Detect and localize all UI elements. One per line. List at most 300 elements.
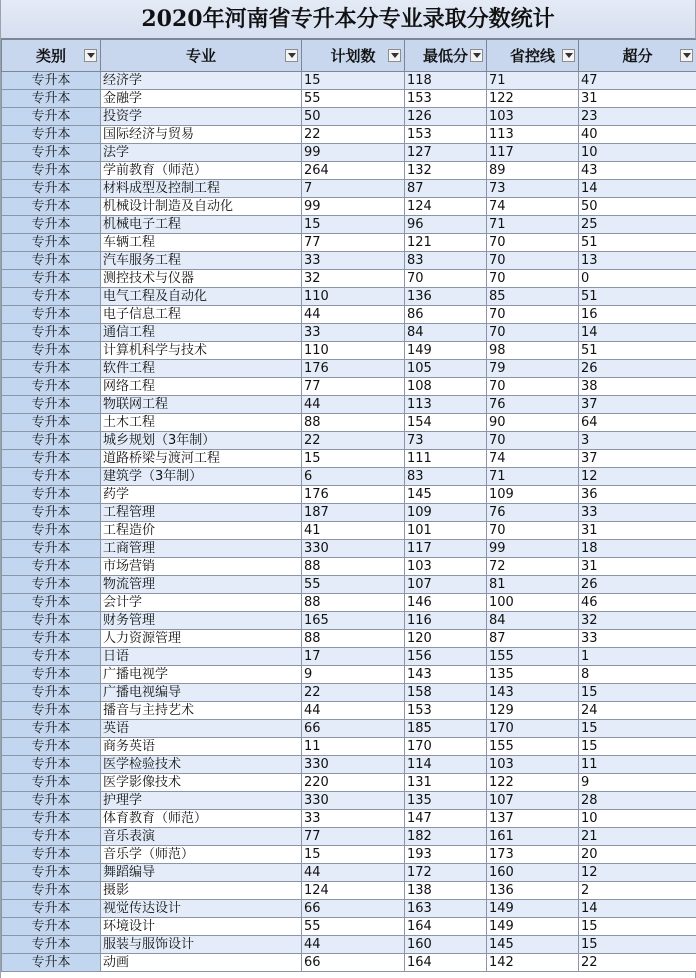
cell-min-score[interactable]: 153 <box>405 90 487 108</box>
cell-plan[interactable]: 55 <box>302 918 405 936</box>
cell-control-line[interactable]: 142 <box>487 954 579 972</box>
cell-min-score[interactable]: 132 <box>405 162 487 180</box>
cell-plan[interactable]: 88 <box>302 558 405 576</box>
cell-major[interactable]: 工程管理 <box>101 504 302 522</box>
cell-min-score[interactable]: 84 <box>405 324 487 342</box>
cell-major[interactable]: 国际经济与贸易 <box>101 126 302 144</box>
cell-category[interactable]: 专升本 <box>2 630 101 648</box>
cell-control-line[interactable]: 137 <box>487 810 579 828</box>
cell-category[interactable]: 专升本 <box>2 522 101 540</box>
cell-over-score[interactable]: 25 <box>579 216 696 234</box>
cell-category[interactable]: 专升本 <box>2 234 101 252</box>
cell-major[interactable]: 财务管理 <box>101 612 302 630</box>
cell-min-score[interactable]: 83 <box>405 252 487 270</box>
cell-category[interactable]: 专升本 <box>2 738 101 756</box>
cell-major[interactable]: 土木工程 <box>101 414 302 432</box>
cell-plan[interactable]: 99 <box>302 144 405 162</box>
cell-plan[interactable]: 22 <box>302 126 405 144</box>
cell-plan[interactable]: 6 <box>302 468 405 486</box>
cell-category[interactable]: 专升本 <box>2 864 101 882</box>
cell-major[interactable]: 通信工程 <box>101 324 302 342</box>
cell-min-score[interactable]: 153 <box>405 126 487 144</box>
cell-category[interactable]: 专升本 <box>2 90 101 108</box>
cell-category[interactable]: 专升本 <box>2 774 101 792</box>
cell-over-score[interactable]: 20 <box>579 846 696 864</box>
cell-control-line[interactable]: 149 <box>487 900 579 918</box>
cell-major[interactable]: 商务英语 <box>101 738 302 756</box>
cell-major[interactable]: 投资学 <box>101 108 302 126</box>
cell-control-line[interactable]: 74 <box>487 450 579 468</box>
cell-over-score[interactable]: 15 <box>579 738 696 756</box>
filter-dropdown-icon[interactable] <box>388 49 401 62</box>
cell-category[interactable]: 专升本 <box>2 378 101 396</box>
cell-control-line[interactable]: 79 <box>487 360 579 378</box>
cell-major[interactable]: 护理学 <box>101 792 302 810</box>
cell-category[interactable]: 专升本 <box>2 666 101 684</box>
cell-category[interactable]: 专升本 <box>2 198 101 216</box>
cell-major[interactable]: 音乐表演 <box>101 828 302 846</box>
cell-control-line[interactable]: 155 <box>487 648 579 666</box>
cell-major[interactable]: 材料成型及控制工程 <box>101 180 302 198</box>
cell-major[interactable]: 会计学 <box>101 594 302 612</box>
cell-min-score[interactable]: 111 <box>405 450 487 468</box>
cell-category[interactable]: 专升本 <box>2 180 101 198</box>
cell-plan[interactable]: 110 <box>302 342 405 360</box>
cell-category[interactable]: 专升本 <box>2 810 101 828</box>
cell-major[interactable]: 视觉传达设计 <box>101 900 302 918</box>
cell-major[interactable]: 物流管理 <box>101 576 302 594</box>
cell-major[interactable]: 医学影像技术 <box>101 774 302 792</box>
cell-control-line[interactable]: 70 <box>487 324 579 342</box>
cell-min-score[interactable]: 117 <box>405 540 487 558</box>
cell-category[interactable]: 专升本 <box>2 504 101 522</box>
cell-min-score[interactable]: 156 <box>405 648 487 666</box>
filter-dropdown-icon[interactable] <box>285 49 298 62</box>
cell-control-line[interactable]: 70 <box>487 432 579 450</box>
cell-plan[interactable]: 44 <box>302 936 405 954</box>
cell-control-line[interactable]: 74 <box>487 198 579 216</box>
cell-plan[interactable]: 264 <box>302 162 405 180</box>
cell-min-score[interactable]: 172 <box>405 864 487 882</box>
filter-dropdown-icon[interactable] <box>470 49 483 62</box>
cell-min-score[interactable]: 136 <box>405 288 487 306</box>
cell-min-score[interactable]: 185 <box>405 720 487 738</box>
cell-plan[interactable]: 77 <box>302 234 405 252</box>
cell-plan[interactable]: 220 <box>302 774 405 792</box>
cell-control-line[interactable]: 129 <box>487 702 579 720</box>
cell-category[interactable]: 专升本 <box>2 612 101 630</box>
cell-over-score[interactable]: 37 <box>579 396 696 414</box>
cell-plan[interactable]: 66 <box>302 954 405 972</box>
cell-over-score[interactable]: 15 <box>579 720 696 738</box>
cell-plan[interactable]: 110 <box>302 288 405 306</box>
cell-over-score[interactable]: 0 <box>579 270 696 288</box>
cell-control-line[interactable]: 70 <box>487 234 579 252</box>
cell-category[interactable]: 专升本 <box>2 486 101 504</box>
cell-min-score[interactable]: 114 <box>405 756 487 774</box>
cell-plan[interactable]: 124 <box>302 882 405 900</box>
cell-category[interactable]: 专升本 <box>2 846 101 864</box>
cell-min-score[interactable]: 105 <box>405 360 487 378</box>
cell-plan[interactable]: 44 <box>302 396 405 414</box>
cell-control-line[interactable]: 70 <box>487 270 579 288</box>
cell-control-line[interactable]: 136 <box>487 882 579 900</box>
cell-over-score[interactable]: 3 <box>579 432 696 450</box>
cell-plan[interactable]: 32 <box>302 270 405 288</box>
cell-category[interactable]: 专升本 <box>2 936 101 954</box>
cell-control-line[interactable]: 70 <box>487 306 579 324</box>
cell-plan[interactable]: 330 <box>302 756 405 774</box>
cell-major[interactable]: 汽车服务工程 <box>101 252 302 270</box>
cell-min-score[interactable]: 83 <box>405 468 487 486</box>
cell-plan[interactable]: 44 <box>302 306 405 324</box>
cell-min-score[interactable]: 149 <box>405 342 487 360</box>
cell-major[interactable]: 金融学 <box>101 90 302 108</box>
cell-category[interactable]: 专升本 <box>2 270 101 288</box>
cell-control-line[interactable]: 117 <box>487 144 579 162</box>
cell-category[interactable]: 专升本 <box>2 558 101 576</box>
cell-category[interactable]: 专升本 <box>2 162 101 180</box>
cell-plan[interactable]: 17 <box>302 648 405 666</box>
cell-control-line[interactable]: 71 <box>487 468 579 486</box>
cell-over-score[interactable]: 9 <box>579 774 696 792</box>
cell-control-line[interactable]: 149 <box>487 918 579 936</box>
cell-category[interactable]: 专升本 <box>2 432 101 450</box>
cell-over-score[interactable]: 13 <box>579 252 696 270</box>
cell-min-score[interactable]: 86 <box>405 306 487 324</box>
cell-over-score[interactable]: 46 <box>579 594 696 612</box>
cell-min-score[interactable]: 147 <box>405 810 487 828</box>
cell-over-score[interactable]: 32 <box>579 612 696 630</box>
cell-category[interactable]: 专升本 <box>2 954 101 972</box>
cell-plan[interactable]: 33 <box>302 252 405 270</box>
cell-major[interactable]: 药学 <box>101 486 302 504</box>
cell-min-score[interactable]: 109 <box>405 504 487 522</box>
cell-plan[interactable]: 66 <box>302 720 405 738</box>
cell-plan[interactable]: 7 <box>302 180 405 198</box>
cell-min-score[interactable]: 143 <box>405 666 487 684</box>
cell-major[interactable]: 舞蹈编导 <box>101 864 302 882</box>
cell-plan[interactable]: 22 <box>302 684 405 702</box>
cell-over-score[interactable]: 18 <box>579 540 696 558</box>
cell-category[interactable]: 专升本 <box>2 396 101 414</box>
cell-control-line[interactable]: 76 <box>487 396 579 414</box>
cell-category[interactable]: 专升本 <box>2 540 101 558</box>
cell-min-score[interactable]: 120 <box>405 630 487 648</box>
cell-over-score[interactable]: 40 <box>579 126 696 144</box>
cell-control-line[interactable]: 85 <box>487 288 579 306</box>
cell-major[interactable]: 日语 <box>101 648 302 666</box>
cell-control-line[interactable]: 145 <box>487 936 579 954</box>
cell-min-score[interactable]: 182 <box>405 828 487 846</box>
cell-control-line[interactable]: 161 <box>487 828 579 846</box>
cell-major[interactable]: 音乐学（师范） <box>101 846 302 864</box>
cell-min-score[interactable]: 163 <box>405 900 487 918</box>
cell-plan[interactable]: 88 <box>302 414 405 432</box>
cell-major[interactable]: 体育教育（师范） <box>101 810 302 828</box>
cell-control-line[interactable]: 143 <box>487 684 579 702</box>
cell-category[interactable]: 专升本 <box>2 108 101 126</box>
cell-category[interactable]: 专升本 <box>2 216 101 234</box>
cell-min-score[interactable]: 158 <box>405 684 487 702</box>
cell-control-line[interactable]: 84 <box>487 612 579 630</box>
cell-over-score[interactable]: 47 <box>579 72 696 90</box>
cell-major[interactable]: 人力资源管理 <box>101 630 302 648</box>
cell-major[interactable]: 计算机科学与技术 <box>101 342 302 360</box>
cell-plan[interactable]: 77 <box>302 378 405 396</box>
cell-category[interactable]: 专升本 <box>2 756 101 774</box>
filter-dropdown-icon[interactable] <box>680 49 693 62</box>
cell-over-score[interactable]: 16 <box>579 306 696 324</box>
cell-category[interactable]: 专升本 <box>2 450 101 468</box>
cell-over-score[interactable]: 1 <box>579 648 696 666</box>
cell-category[interactable]: 专升本 <box>2 576 101 594</box>
cell-plan[interactable]: 66 <box>302 900 405 918</box>
cell-plan[interactable]: 9 <box>302 666 405 684</box>
cell-plan[interactable]: 330 <box>302 792 405 810</box>
cell-min-score[interactable]: 124 <box>405 198 487 216</box>
cell-over-score[interactable]: 14 <box>579 324 696 342</box>
cell-plan[interactable]: 187 <box>302 504 405 522</box>
filter-dropdown-icon[interactable] <box>562 49 575 62</box>
cell-over-score[interactable]: 2 <box>579 882 696 900</box>
cell-min-score[interactable]: 126 <box>405 108 487 126</box>
cell-category[interactable]: 专升本 <box>2 684 101 702</box>
cell-over-score[interactable]: 14 <box>579 900 696 918</box>
cell-min-score[interactable]: 153 <box>405 702 487 720</box>
cell-control-line[interactable]: 76 <box>487 504 579 522</box>
cell-major[interactable]: 物联网工程 <box>101 396 302 414</box>
cell-major[interactable]: 机械电子工程 <box>101 216 302 234</box>
cell-control-line[interactable]: 160 <box>487 864 579 882</box>
cell-min-score[interactable]: 135 <box>405 792 487 810</box>
cell-major[interactable]: 法学 <box>101 144 302 162</box>
cell-over-score[interactable]: 64 <box>579 414 696 432</box>
cell-control-line[interactable]: 122 <box>487 90 579 108</box>
cell-major[interactable]: 市场营销 <box>101 558 302 576</box>
cell-plan[interactable]: 88 <box>302 630 405 648</box>
cell-over-score[interactable]: 31 <box>579 90 696 108</box>
cell-over-score[interactable]: 50 <box>579 198 696 216</box>
cell-over-score[interactable]: 33 <box>579 504 696 522</box>
cell-control-line[interactable]: 90 <box>487 414 579 432</box>
cell-control-line[interactable]: 70 <box>487 378 579 396</box>
cell-plan[interactable]: 15 <box>302 450 405 468</box>
cell-over-score[interactable]: 51 <box>579 342 696 360</box>
cell-min-score[interactable]: 87 <box>405 180 487 198</box>
cell-min-score[interactable]: 107 <box>405 576 487 594</box>
cell-min-score[interactable]: 138 <box>405 882 487 900</box>
cell-control-line[interactable]: 109 <box>487 486 579 504</box>
cell-over-score[interactable]: 10 <box>579 144 696 162</box>
cell-control-line[interactable]: 73 <box>487 180 579 198</box>
cell-major[interactable]: 服装与服饰设计 <box>101 936 302 954</box>
cell-over-score[interactable]: 14 <box>579 180 696 198</box>
cell-over-score[interactable]: 24 <box>579 702 696 720</box>
cell-control-line[interactable]: 81 <box>487 576 579 594</box>
cell-control-line[interactable]: 99 <box>487 540 579 558</box>
cell-min-score[interactable]: 131 <box>405 774 487 792</box>
cell-major[interactable]: 经济学 <box>101 72 302 90</box>
cell-major[interactable]: 测控技术与仪器 <box>101 270 302 288</box>
cell-plan[interactable]: 41 <box>302 522 405 540</box>
cell-control-line[interactable]: 107 <box>487 792 579 810</box>
cell-control-line[interactable]: 87 <box>487 630 579 648</box>
cell-category[interactable]: 专升本 <box>2 342 101 360</box>
cell-over-score[interactable]: 26 <box>579 576 696 594</box>
cell-control-line[interactable]: 103 <box>487 756 579 774</box>
cell-major[interactable]: 广播电视编导 <box>101 684 302 702</box>
cell-category[interactable]: 专升本 <box>2 900 101 918</box>
cell-category[interactable]: 专升本 <box>2 648 101 666</box>
cell-plan[interactable]: 11 <box>302 738 405 756</box>
cell-min-score[interactable]: 103 <box>405 558 487 576</box>
cell-major[interactable]: 城乡规划（3年制） <box>101 432 302 450</box>
cell-min-score[interactable]: 116 <box>405 612 487 630</box>
cell-min-score[interactable]: 164 <box>405 954 487 972</box>
cell-over-score[interactable]: 15 <box>579 936 696 954</box>
cell-control-line[interactable]: 113 <box>487 126 579 144</box>
cell-plan[interactable]: 55 <box>302 576 405 594</box>
cell-control-line[interactable]: 71 <box>487 72 579 90</box>
cell-category[interactable]: 专升本 <box>2 702 101 720</box>
cell-over-score[interactable]: 10 <box>579 810 696 828</box>
cell-over-score[interactable]: 37 <box>579 450 696 468</box>
cell-plan[interactable]: 44 <box>302 702 405 720</box>
cell-over-score[interactable]: 38 <box>579 378 696 396</box>
cell-category[interactable]: 专升本 <box>2 918 101 936</box>
cell-over-score[interactable]: 33 <box>579 630 696 648</box>
cell-over-score[interactable]: 26 <box>579 360 696 378</box>
cell-min-score[interactable]: 118 <box>405 72 487 90</box>
cell-min-score[interactable]: 164 <box>405 918 487 936</box>
cell-plan[interactable]: 33 <box>302 810 405 828</box>
cell-min-score[interactable]: 160 <box>405 936 487 954</box>
cell-over-score[interactable]: 11 <box>579 756 696 774</box>
cell-min-score[interactable]: 145 <box>405 486 487 504</box>
cell-category[interactable]: 专升本 <box>2 288 101 306</box>
cell-category[interactable]: 专升本 <box>2 360 101 378</box>
cell-min-score[interactable]: 154 <box>405 414 487 432</box>
cell-major[interactable]: 机械设计制造及自动化 <box>101 198 302 216</box>
cell-major[interactable]: 学前教育（师范） <box>101 162 302 180</box>
cell-plan[interactable]: 50 <box>302 108 405 126</box>
cell-control-line[interactable]: 70 <box>487 522 579 540</box>
cell-category[interactable]: 专升本 <box>2 720 101 738</box>
cell-control-line[interactable]: 103 <box>487 108 579 126</box>
cell-min-score[interactable]: 108 <box>405 378 487 396</box>
cell-major[interactable]: 网络工程 <box>101 378 302 396</box>
cell-control-line[interactable]: 135 <box>487 666 579 684</box>
cell-over-score[interactable]: 12 <box>579 864 696 882</box>
cell-category[interactable]: 专升本 <box>2 306 101 324</box>
cell-category[interactable]: 专升本 <box>2 126 101 144</box>
cell-major[interactable]: 电子信息工程 <box>101 306 302 324</box>
cell-over-score[interactable]: 31 <box>579 522 696 540</box>
cell-control-line[interactable]: 71 <box>487 216 579 234</box>
cell-control-line[interactable]: 122 <box>487 774 579 792</box>
filter-dropdown-icon[interactable] <box>84 49 97 62</box>
cell-over-score[interactable]: 28 <box>579 792 696 810</box>
cell-min-score[interactable]: 127 <box>405 144 487 162</box>
cell-category[interactable]: 专升本 <box>2 468 101 486</box>
cell-min-score[interactable]: 70 <box>405 270 487 288</box>
cell-control-line[interactable]: 173 <box>487 846 579 864</box>
cell-over-score[interactable]: 36 <box>579 486 696 504</box>
cell-category[interactable]: 专升本 <box>2 792 101 810</box>
cell-major[interactable]: 道路桥梁与渡河工程 <box>101 450 302 468</box>
cell-over-score[interactable]: 51 <box>579 234 696 252</box>
cell-major[interactable]: 摄影 <box>101 882 302 900</box>
cell-plan[interactable]: 15 <box>302 72 405 90</box>
cell-major[interactable]: 车辆工程 <box>101 234 302 252</box>
cell-major[interactable]: 医学检验技术 <box>101 756 302 774</box>
cell-over-score[interactable]: 22 <box>579 954 696 972</box>
cell-control-line[interactable]: 70 <box>487 252 579 270</box>
cell-plan[interactable]: 33 <box>302 324 405 342</box>
cell-min-score[interactable]: 101 <box>405 522 487 540</box>
cell-major[interactable]: 工程造价 <box>101 522 302 540</box>
cell-over-score[interactable]: 23 <box>579 108 696 126</box>
cell-plan[interactable]: 176 <box>302 360 405 378</box>
cell-major[interactable]: 建筑学（3年制） <box>101 468 302 486</box>
cell-over-score[interactable]: 31 <box>579 558 696 576</box>
cell-min-score[interactable]: 96 <box>405 216 487 234</box>
cell-min-score[interactable]: 73 <box>405 432 487 450</box>
cell-over-score[interactable]: 15 <box>579 684 696 702</box>
cell-plan[interactable]: 176 <box>302 486 405 504</box>
cell-control-line[interactable]: 98 <box>487 342 579 360</box>
cell-major[interactable]: 广播电视学 <box>101 666 302 684</box>
cell-plan[interactable]: 22 <box>302 432 405 450</box>
cell-min-score[interactable]: 121 <box>405 234 487 252</box>
cell-control-line[interactable]: 72 <box>487 558 579 576</box>
cell-over-score[interactable]: 12 <box>579 468 696 486</box>
cell-category[interactable]: 专升本 <box>2 252 101 270</box>
cell-over-score[interactable]: 8 <box>579 666 696 684</box>
cell-category[interactable]: 专升本 <box>2 594 101 612</box>
cell-min-score[interactable]: 113 <box>405 396 487 414</box>
cell-plan[interactable]: 330 <box>302 540 405 558</box>
cell-plan[interactable]: 44 <box>302 864 405 882</box>
cell-control-line[interactable]: 170 <box>487 720 579 738</box>
cell-category[interactable]: 专升本 <box>2 828 101 846</box>
cell-category[interactable]: 专升本 <box>2 414 101 432</box>
cell-control-line[interactable]: 155 <box>487 738 579 756</box>
cell-control-line[interactable]: 100 <box>487 594 579 612</box>
cell-plan[interactable]: 15 <box>302 846 405 864</box>
cell-category[interactable]: 专升本 <box>2 72 101 90</box>
cell-over-score[interactable]: 21 <box>579 828 696 846</box>
cell-plan[interactable]: 77 <box>302 828 405 846</box>
cell-major[interactable]: 软件工程 <box>101 360 302 378</box>
cell-category[interactable]: 专升本 <box>2 324 101 342</box>
cell-plan[interactable]: 15 <box>302 216 405 234</box>
cell-plan[interactable]: 55 <box>302 90 405 108</box>
cell-min-score[interactable]: 146 <box>405 594 487 612</box>
cell-over-score[interactable]: 15 <box>579 918 696 936</box>
cell-plan[interactable]: 99 <box>302 198 405 216</box>
cell-major[interactable]: 动画 <box>101 954 302 972</box>
cell-over-score[interactable]: 51 <box>579 288 696 306</box>
cell-major[interactable]: 环境设计 <box>101 918 302 936</box>
cell-min-score[interactable]: 170 <box>405 738 487 756</box>
cell-plan[interactable]: 165 <box>302 612 405 630</box>
cell-category[interactable]: 专升本 <box>2 144 101 162</box>
cell-major[interactable]: 播音与主持艺术 <box>101 702 302 720</box>
cell-major[interactable]: 工商管理 <box>101 540 302 558</box>
cell-major[interactable]: 电气工程及自动化 <box>101 288 302 306</box>
